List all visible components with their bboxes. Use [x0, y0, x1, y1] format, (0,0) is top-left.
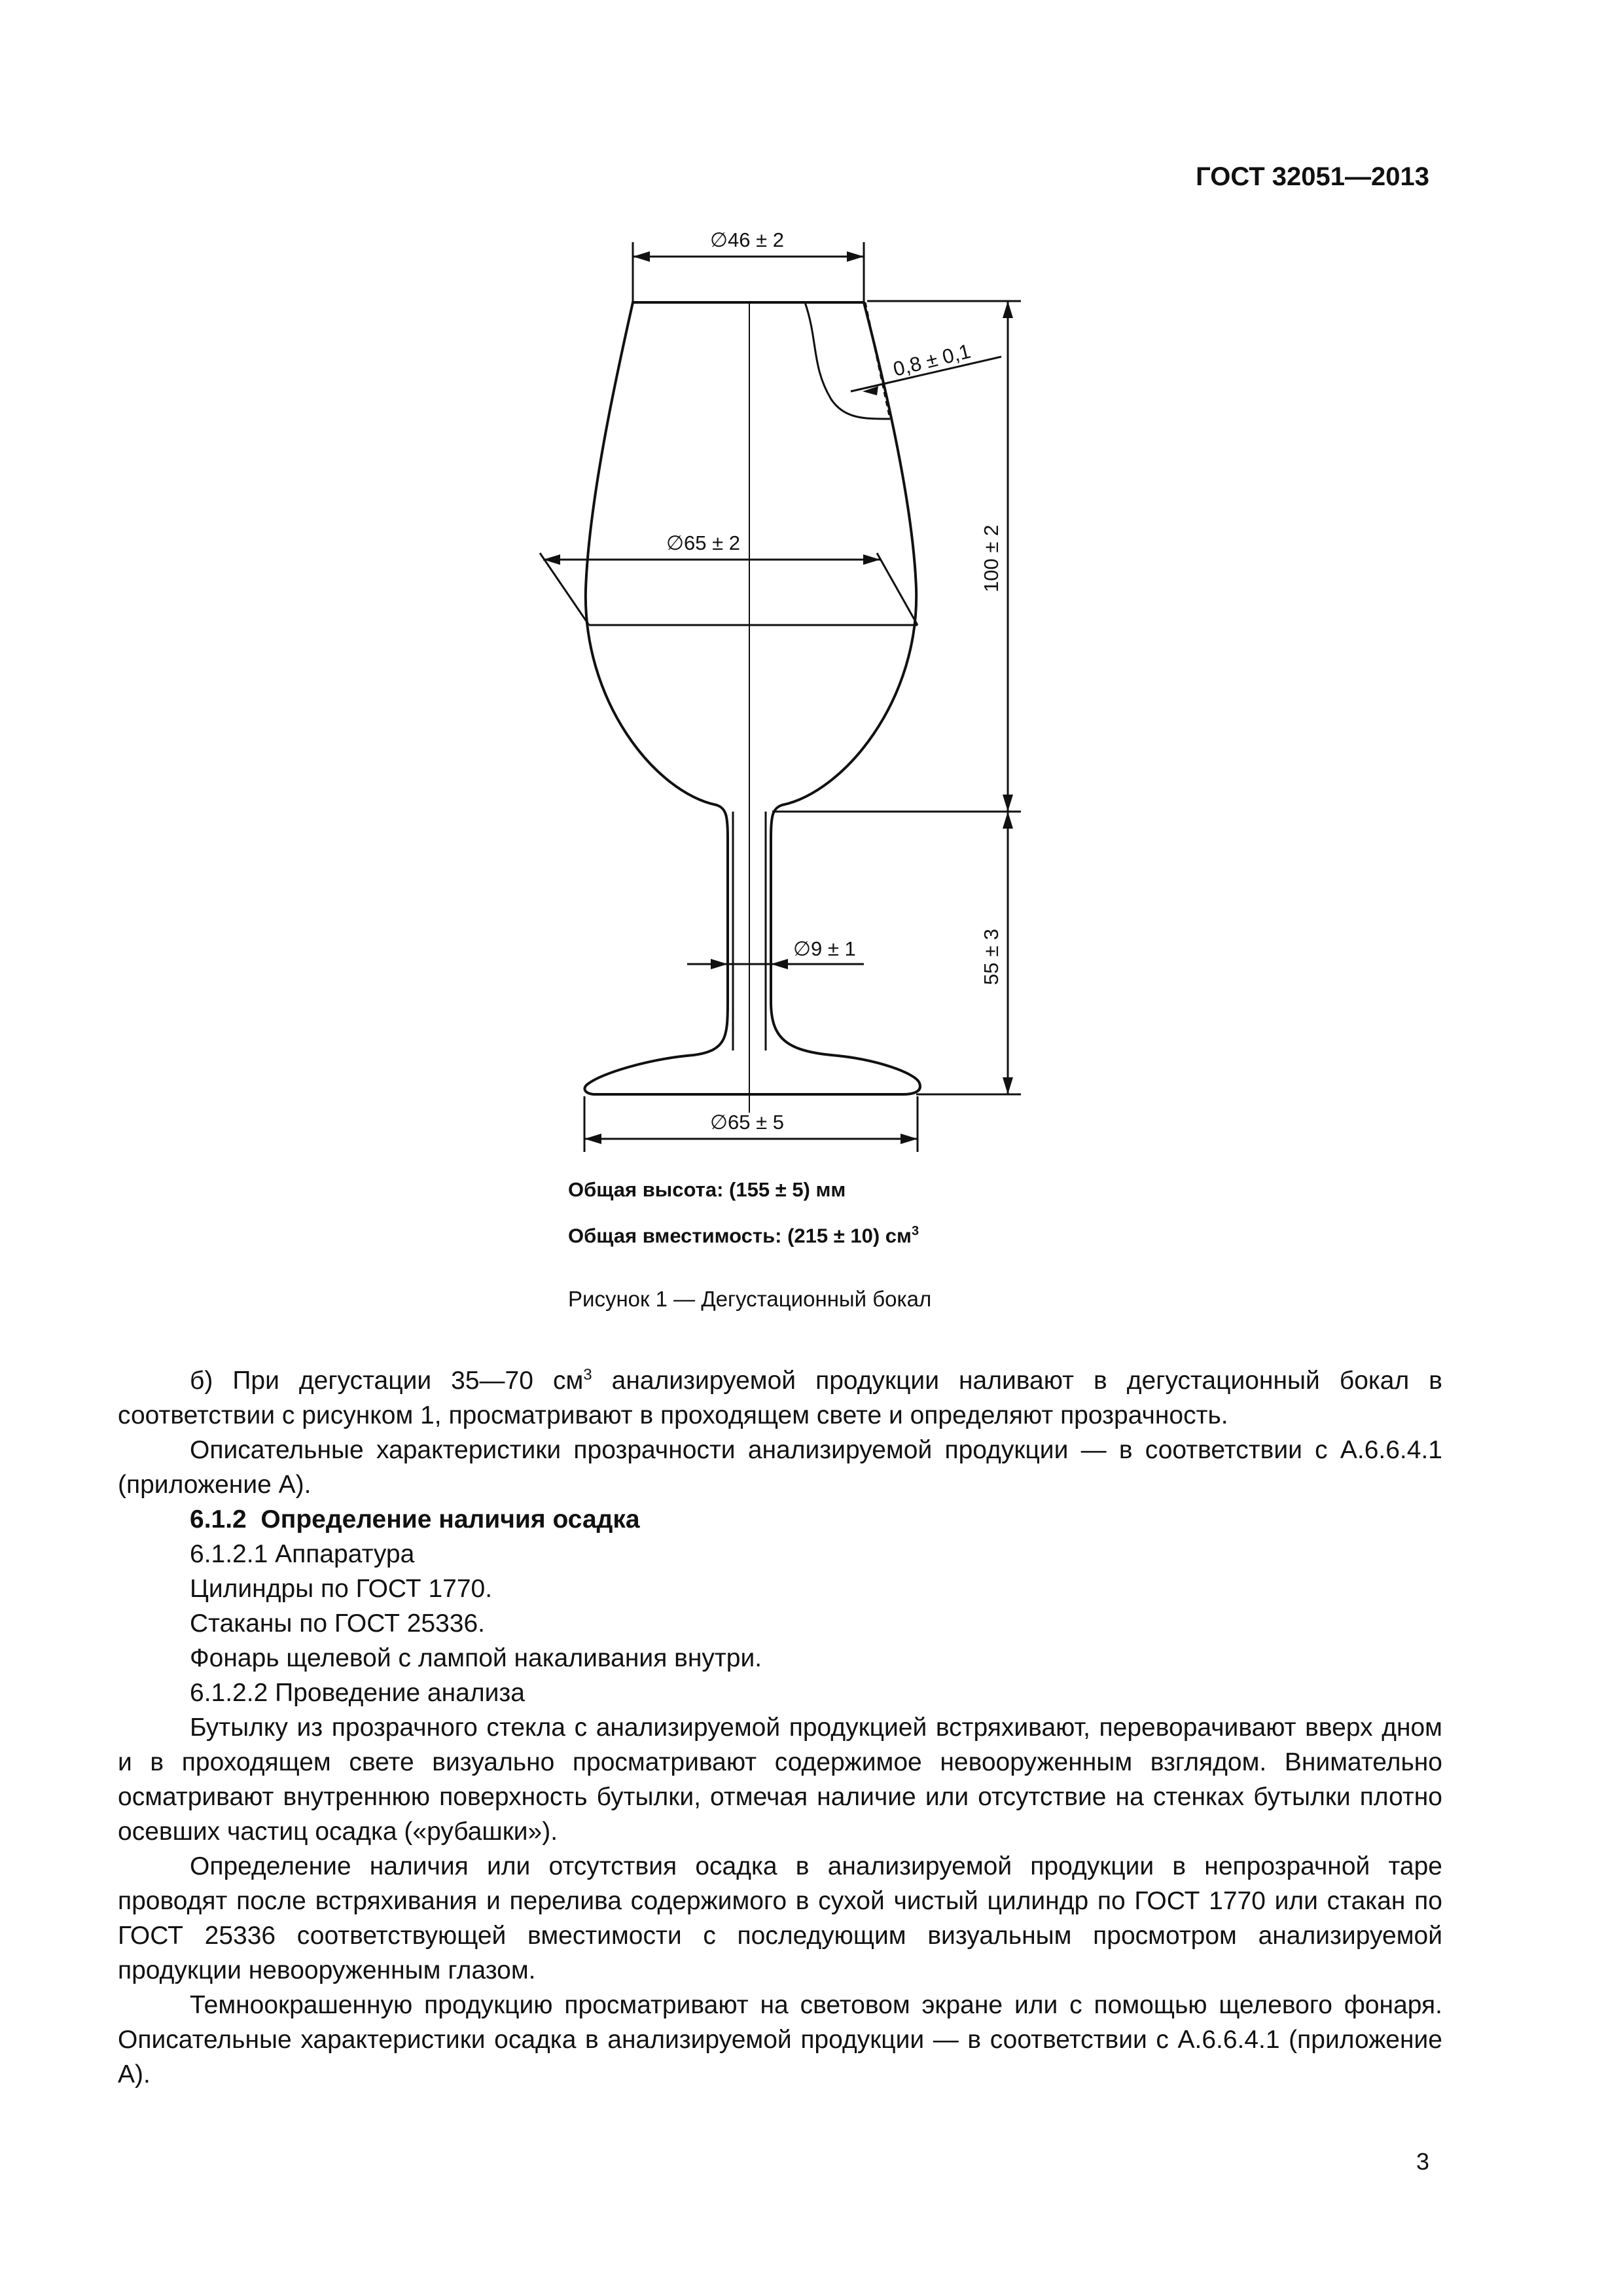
paragraph-transparency: Описательные характеристики прозрачности анализируемой продукции — в соответствии с А.6.6.4.1 (приложение А). [118, 1436, 1442, 1499]
dim-label-top: ∅46 ± 2 [710, 228, 784, 251]
dim-label-stem: ∅9 ± 1 [793, 937, 856, 960]
total-height-spec: Общая высота: (155 ± 5) мм [568, 1178, 846, 1201]
paragraph-opaque: Определение наличия или отсутствия осадка в анализируемой продукции в непрозрачной таре проводят после встряхивания и перелива содержимого в сухой чистый цилиндр по ГОСТ 1770 или стакан по ГОСТ 25336 соответствующей вместимости с последующим визуальным просмотром анализируемой продукции невооруженным глазом. [118, 1852, 1442, 1984]
paragraph-b: б) При дегустации 35—70 $см^3$ анализируемой продукции наливают в дегустационный бокал в соответствии с рисунком 1, просматривают в проходящем свете и определяют прозрачность. [118, 1366, 1442, 1429]
apparatus-item: Фонарь щелевой с лампой накаливания внутри. [190, 1644, 762, 1672]
figure-caption: Рисунок 1 — Дегустационный бокал [568, 1287, 932, 1311]
document-code-header: ГОСТ 32051—2013 [1196, 162, 1429, 191]
capacity-spec: Общая вместимость: (215 ± 10) $см^3$ [568, 1224, 919, 1247]
subsection-analysis: 6.1.2.2 Проведение анализа [190, 1679, 525, 1707]
dim-label-wall: 0,8 ± 0,1 [891, 339, 973, 381]
page-number: 3 [1416, 2148, 1429, 2175]
section-heading: 6.1.2 Определение наличия осадка [190, 1505, 640, 1534]
apparatus-item: Цилиндры по ГОСТ 1770. [190, 1575, 493, 1603]
dim-label-height-bowl: 100 ± 2 [980, 524, 1003, 592]
glass-outline [584, 302, 920, 1094]
dim-label-base: ∅65 ± 5 [710, 1111, 784, 1134]
paragraph-bottle: Бутылку из прозрачного стекла с анализируемой продукцией встряхивают, переворачивают вверх дном и в проходящем свете визуально просматривают содержимое невооруженным взглядом. Внимательно осматривают внутреннюю поверхность бутылки, отмечая наличие или отсутствие на стенках бутылки плотно осевших частиц осадка («рубашки»). [118, 1713, 1442, 1846]
dim-label-height-stem: 55 ± 3 [980, 929, 1003, 985]
dim-label-bowl: ∅65 ± 2 [666, 531, 740, 554]
subsection-apparatus: 6.1.2.1 Аппаратура [190, 1540, 415, 1568]
apparatus-item: Стаканы по ГОСТ 25336. [190, 1609, 486, 1638]
paragraph-dark: Темноокрашенную продукцию просматривают на световом экране или с помощью щелевого фонаря. Описательные характеристики осадка в анализируемой продукции — в соответствии с А.6.6.4.1 (приложение А). [118, 1991, 1442, 2089]
body-text [118, 1363, 1442, 2092]
